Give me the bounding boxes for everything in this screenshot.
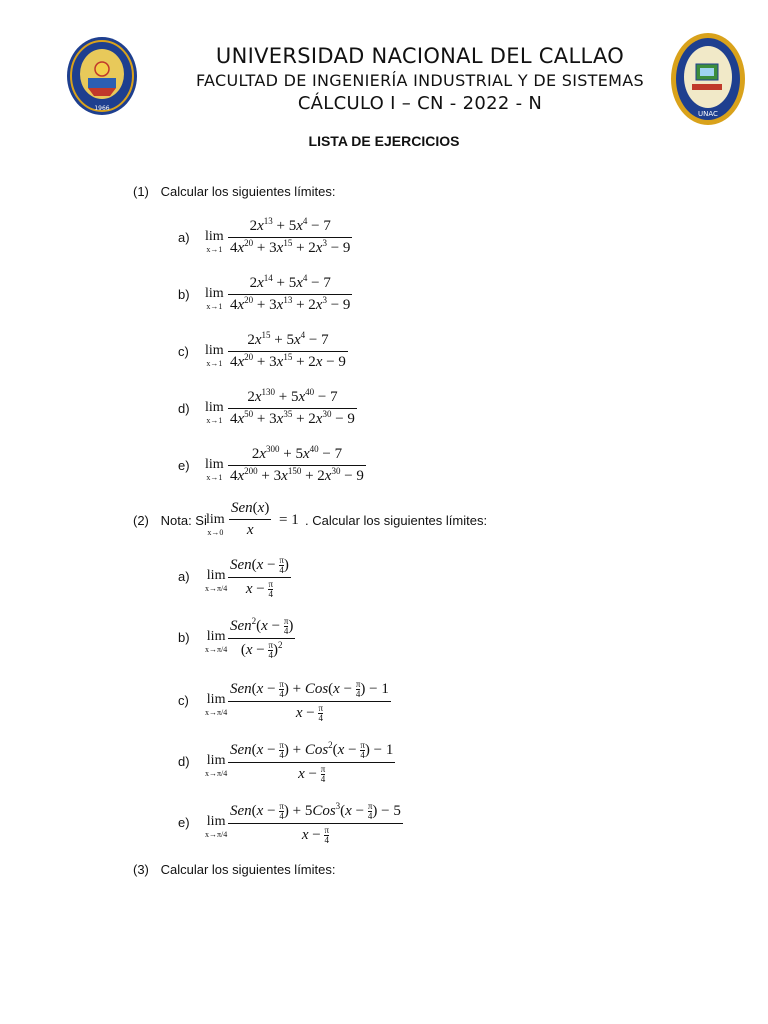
item-label: a) <box>178 569 190 584</box>
problem-1-number: (1) <box>133 184 149 199</box>
limit-operator: lim x→0 <box>206 512 225 537</box>
limit-operator: lim x→π/4 <box>205 568 228 593</box>
item-label: e) <box>178 458 190 473</box>
limit-expression: Sen$^2$(x − $\frac{\pi}{4}$ ) (x − $\frac{\pi}{4}$ )$^2$ <box>230 615 294 660</box>
item-label: b) <box>178 630 190 645</box>
limit-expression: $\frac{2x^{13} + 5x^4 - 7}{4x^{20} + 3x^{15} + 2x^3 - 9}$ <box>230 216 351 256</box>
problem-3-number: (3) <box>133 862 149 877</box>
item-label: c) <box>178 693 189 708</box>
problem-3-statement <box>133 862 335 877</box>
item-label: d) <box>178 754 190 769</box>
notable-limit-expression: Sen(x) x <box>231 500 270 538</box>
problem-2-number: (2) <box>133 513 149 528</box>
limit-expression: Sen(x − $\frac{\pi}{4}$ ) x − $\frac{\pi}{4}$ <box>230 555 289 599</box>
limit-operator: lim x→π/4 <box>205 629 228 654</box>
limit-expression: $\frac{2x^{15} + 5x^4 - 7}{4x^{20} + 3x^{15} + 2x - 9}$ <box>230 330 346 370</box>
limit-expression: $\frac{2x^{14} + 5x^4 - 7}{4x^{20} + 3x^{13} + 2x^3 - 9}$ <box>230 273 351 313</box>
limit-operator: lim x→π/4 <box>205 753 228 778</box>
limit-operator: lim x→1 <box>205 229 224 254</box>
problem-1-statement <box>133 184 335 199</box>
item-label: c) <box>178 344 189 359</box>
limit-operator: lim x→1 <box>205 286 224 311</box>
problem-2-prefix: Nota: Si <box>160 513 207 528</box>
faculty-name: FACULTAD DE INGENIERÍA INDUSTRIAL Y DE SISTEMAS <box>196 71 644 90</box>
limit-expression: $\frac{2x^{300} + 5x^{40} - 7}{4x^{200} + 3x^{150} + 2x^{30} - 9}$ <box>230 444 364 484</box>
problem-3-text: Calcular los siguientes límites: <box>160 862 336 877</box>
limit-operator: lim x→1 <box>205 457 224 482</box>
item-label: b) <box>178 287 190 302</box>
limit-operator: lim x→π/4 <box>205 692 228 717</box>
problem-2-statement: (2) Nota: Si lim x→0 Sen(x) x = 1 . Calcular los siguientes límites: <box>133 500 488 538</box>
limit-operator: lim x→1 <box>205 400 224 425</box>
item-label: e) <box>178 815 190 830</box>
list-title: LISTA DE EJERCICIOS <box>308 133 460 149</box>
faculty-seal-logo <box>670 32 746 126</box>
problem-2-suffix: . Calcular los siguientes límites: <box>305 513 488 528</box>
problem-1-text: Calcular los siguientes límites: <box>160 184 336 199</box>
item-label: d) <box>178 401 190 416</box>
item-label: a) <box>178 230 190 245</box>
limit-operator: lim x→π/4 <box>205 814 228 839</box>
limit-expression: Sen(x − $\frac{\pi}{4}$ ) + Cos(x − $\frac{\pi}{4}$ ) − 1 x − $\frac{\pi}{4}$ <box>230 679 389 723</box>
limit-expression: Sen(x − $\frac{\pi}{4}$ ) + Cos$^2$(x − $\frac{\pi}{4}$ ) − 1 x − $\frac{\pi}{4}$ <box>230 739 394 784</box>
university-seal-logo <box>66 36 138 116</box>
seal-text: UNAC <box>698 110 718 118</box>
limit-operator: lim x→1 <box>205 343 224 368</box>
course-title: CÁLCULO I – CN - 2022 - N <box>297 93 543 114</box>
limit-expression: Sen(x − $\frac{\pi}{4}$ ) + 5Cos$^3$(x − $\frac{\pi}{4}$ ) − 5 x − $\frac{\pi}{4}$ <box>230 800 401 845</box>
university-name: UNIVERSIDAD NACIONAL DEL CALLAO <box>215 44 625 68</box>
seal-year: 1966 <box>94 105 110 112</box>
limit-expression: $\frac{2x^{130} + 5x^{40} - 7}{4x^{50} + 3x^{35} + 2x^{30} - 9}$ <box>230 387 355 427</box>
